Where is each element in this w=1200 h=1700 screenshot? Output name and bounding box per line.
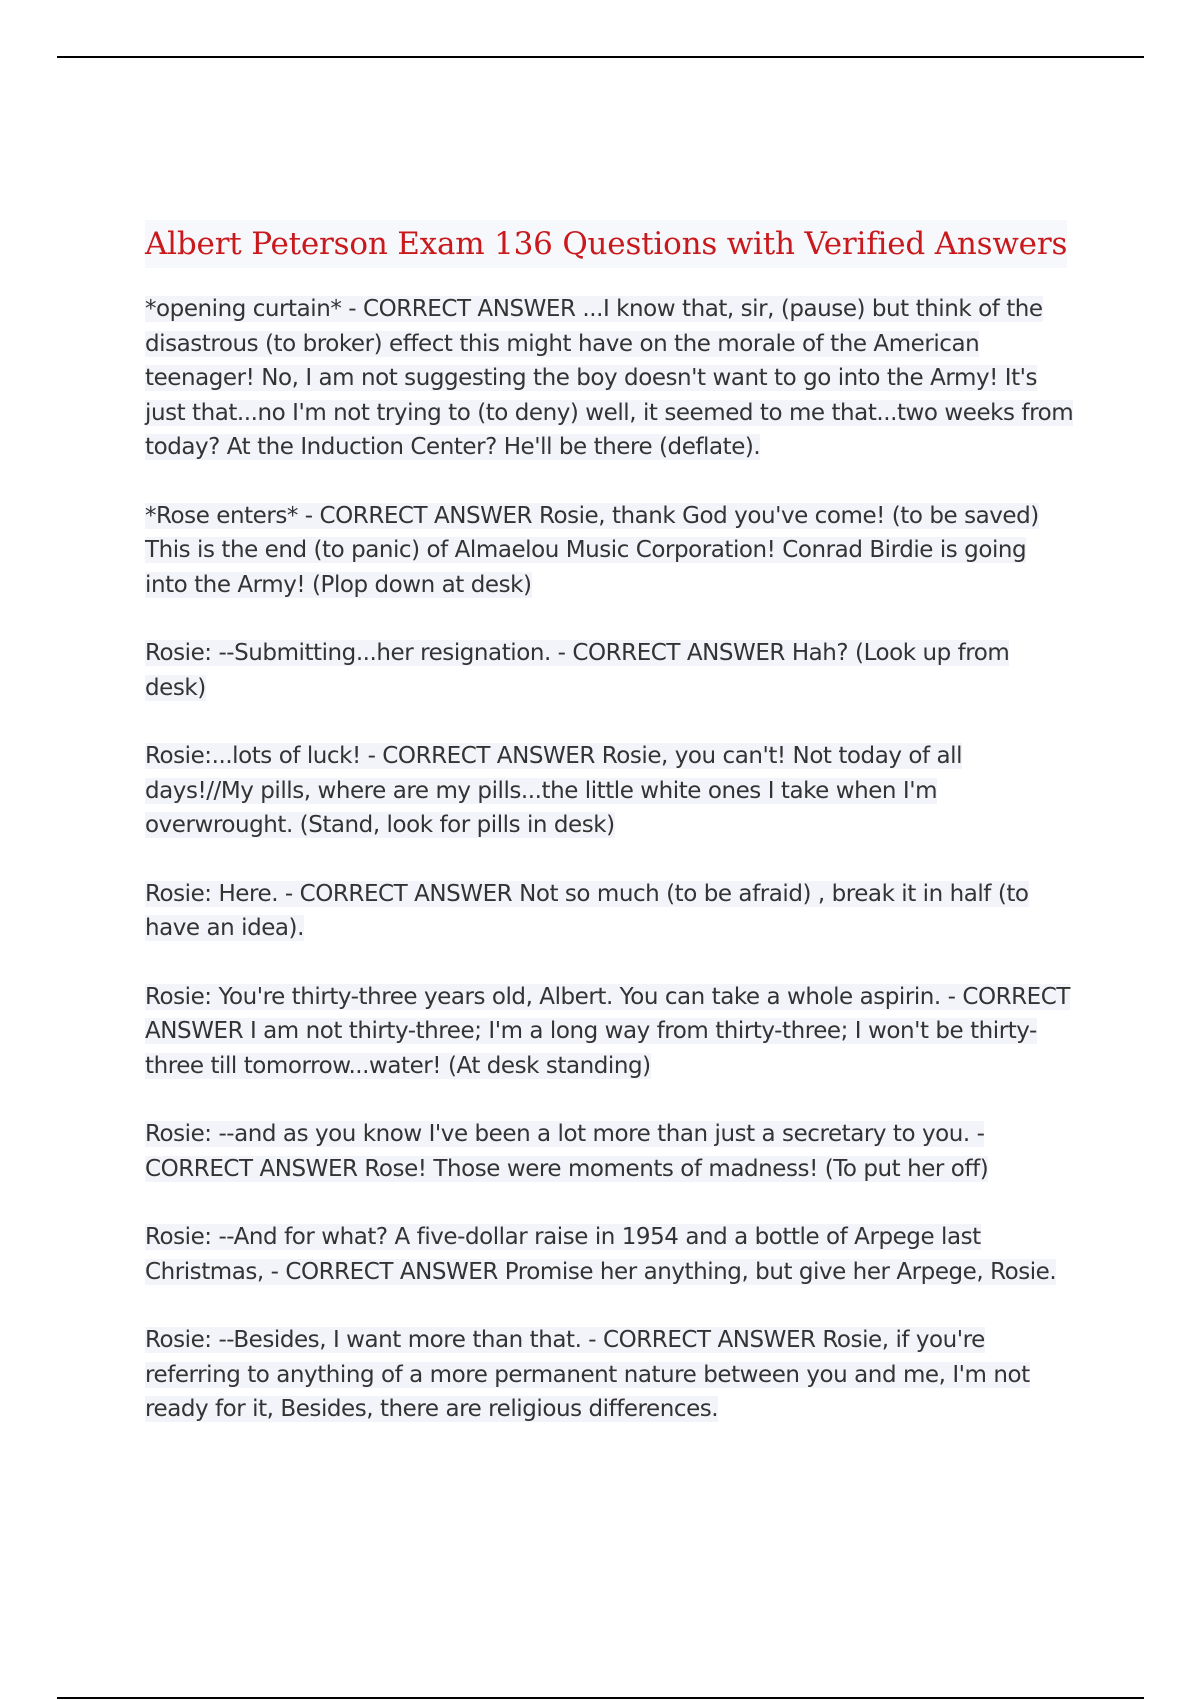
qa-entry-text: Rosie: --Besides, I want more than that. - CORRECT ANSWER Rosie, if you're referring to anything of a more permanent nature between you and me, I'm not ready for it, Besides, there are religious differences. xyxy=(145,1327,1030,1422)
qa-entry-text: Rosie: You're thirty-three years old, Albert. You can take a whole aspirin. - CORRECT ANSWER I am not thirty-three; I'm a long way from thirty-three; I won't be thirty-three till tomorrow...water! (At desk standing) xyxy=(145,983,1070,1079)
qa-entry-6 xyxy=(145,980,1075,1084)
top-rule xyxy=(57,56,1144,58)
qa-entry-9 xyxy=(145,1323,1075,1427)
qa-entry-8 xyxy=(145,1220,1075,1289)
qa-entry-1 xyxy=(145,292,1075,465)
qa-entry-4 xyxy=(145,739,1075,843)
document-body xyxy=(145,220,1075,1461)
document-title: Albert Peterson Exam 136 Questions with Verified Answers xyxy=(145,220,1067,268)
qa-entry-7 xyxy=(145,1117,1075,1186)
qa-entry-text: Rosie:...lots of luck! - CORRECT ANSWER Rosie, you can't! Not today of all days!//My pills, where are my pills...the little white ones I take when I'm overwrought. (Stand, look for pills in desk) xyxy=(145,743,963,838)
bottom-rule xyxy=(57,1697,1144,1699)
qa-entry-text: *opening curtain* - CORRECT ANSWER ...I know that, sir, (pause) but think of the disastrous (to broker) effect this might have on the morale of the American teenager! No, I am not suggesting the boy doesn't want to go into the Army! It's just that...no I'm not trying to (to deny) well, it seemed to me that...two weeks from today? At the Induction Center? He'll be there (deflate). xyxy=(145,296,1074,460)
qa-entry-text: *Rose enters* - CORRECT ANSWER Rosie, thank God you've come! (to be saved) This is the end (to panic) of Almaelou Music Corporation! Conrad Birdie is going into the Army! (Plop down at desk) xyxy=(145,502,1039,598)
qa-entry-text: Rosie: --And for what? A five-dollar raise in 1954 and a bottle of Arpege last Christmas, - CORRECT ANSWER Promise her anything, but give her Arpege, Rosie. xyxy=(145,1224,1057,1285)
qa-entry-text: Rosie: Here. - CORRECT ANSWER Not so much (to be afraid) , break it in half (to have an idea). xyxy=(145,880,1029,941)
qa-entry-5 xyxy=(145,877,1075,946)
qa-entry-text: Rosie: --and as you know I've been a lot more than just a secretary to you. - CORRECT ANSWER Rose! Those were moments of madness! (To put her off) xyxy=(145,1121,989,1182)
qa-entry-text: Rosie: --Submitting...her resignation. - CORRECT ANSWER Hah? (Look up from desk) xyxy=(145,640,1010,701)
qa-entry-3 xyxy=(145,636,1075,705)
qa-entry-2 xyxy=(145,499,1075,603)
